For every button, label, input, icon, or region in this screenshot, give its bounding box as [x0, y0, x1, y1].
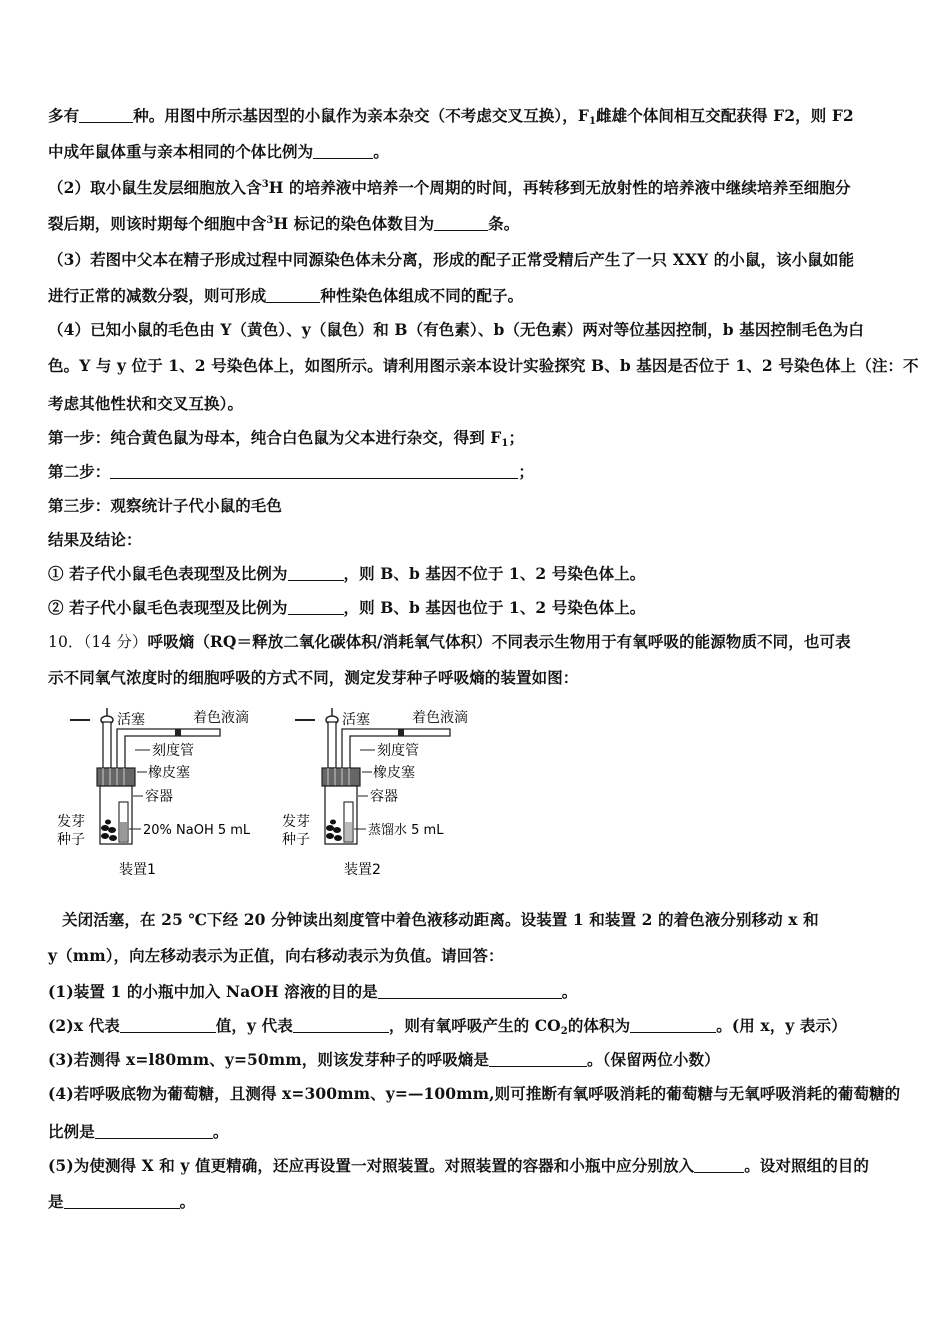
q9-part4-line-2: 色。Y 与 y 位于 1、2 号染色体上，如图所示。请利用图示亲本设计实验探究 B、b 基因是否位于 1、2 号染色体上（注：不	[48, 356, 919, 375]
q10-sub1: (1)装置 1 的小瓶中加入 NaOH 溶液的目的是 。	[48, 982, 578, 1001]
label-seeds: 发芽	[57, 814, 85, 830]
q10-line-1: 10．（14 分）呼吸熵（RQ＝释放二氧化碳体积/消耗氧气体积）不同表示生物用于有氧呼吸的能源物质不同，也可表	[48, 632, 851, 651]
apparatus-device-2	[282, 708, 468, 878]
q10-sub4-line-1: (4)若呼吸底物为葡萄糖，且测得 x=300mm、y=—100mm,则可推断有氧呼吸消耗的葡萄糖与无氧呼吸消耗的葡萄糖的	[48, 1084, 901, 1103]
label-stopper: 橡皮塞	[148, 765, 190, 781]
q10-sub3: (3)若测得 x=l80mm、y=50mm，则该发芽种子的呼吸熵是 。（保留两位小数）	[48, 1050, 720, 1069]
q10-line-2: 示不同氧气浓度时的细胞呼吸的方式不同，测定发芽种子呼吸熵的装置如图：	[48, 668, 579, 687]
label-stopcock: 活塞	[117, 712, 145, 728]
label-tube: 刻度管	[152, 743, 194, 759]
label-droplet: 着色液滴	[412, 710, 468, 726]
q10-sub2: (2)x 代表 值，y 代表 ，则有氧呼吸产生的 $CO_2$的体积为 。(用 x，y 表示）	[48, 1016, 847, 1037]
q9-line-2: 中成年鼠体重与亲本相同的个体比例为 。	[48, 142, 389, 161]
q9-part3-line-1: （3）若图中父本在精子形成过程中同源染色体未分离，形成的配子正常受精后产生了一只 XXY 的小鼠，该小鼠如能	[48, 250, 855, 269]
caption-device-2: 装置2	[344, 862, 381, 878]
label-stopper: 橡皮塞	[373, 765, 415, 781]
q10-sub4-line-2: 比例是 。	[48, 1122, 229, 1141]
answer-blank[interactable]	[293, 1018, 389, 1033]
result-one: ① 若子代小鼠毛色表现型及比例为 ，则 B、b 基因不位于 1、2 号染色体上。	[48, 564, 646, 583]
label-seeds: 种子	[282, 832, 310, 848]
answer-blank[interactable]	[95, 1124, 213, 1139]
answer-blank[interactable]	[288, 600, 344, 615]
label-tube: 刻度管	[377, 743, 419, 759]
answer-blank[interactable]	[266, 288, 320, 303]
q10-sub5-line-1: (5)为使测得 X 和 y 值更精确，还应再设置一对照装置。对照装置的容器和小瓶中应分别放入 。设对照组的目的	[48, 1156, 869, 1175]
answer-blank[interactable]	[79, 108, 133, 123]
q10-sub5-line-2: 是 。	[48, 1192, 196, 1211]
q10-setup-line-1: 关闭活塞，在 25 ℃下经 20 分钟读出刻度管中着色液移动距离。设装置 1 和装置 2 的着色液分别移动 x 和	[62, 910, 819, 929]
answer-blank[interactable]	[630, 1018, 716, 1033]
answer-blank[interactable]	[288, 566, 344, 581]
q9-line-1: 多有 种。用图中所示基因型的小鼠作为亲本杂交（不考虑交叉互换），$F_1$雌雄个体间相互交配获得 F2，则 F2	[48, 106, 854, 127]
label-solution: 20% NaOH 5 mL	[143, 823, 251, 838]
label-solution: 蒸馏水 5 mL	[368, 823, 444, 838]
label-stopcock: 活塞	[342, 712, 370, 728]
answer-blank[interactable]	[110, 464, 518, 479]
label-container: 容器	[145, 789, 173, 805]
q9-part2-line-1: （2）取小鼠生发层细胞放入含$^3$H 的培养液中培养一个周期的时间，再转移到无放射性的培养液中继续培养至细胞分	[48, 178, 851, 197]
q9-part2-line-2: 裂后期，则该时期每个细胞中含$^3$H 标记的染色体数目为 条。	[48, 214, 520, 233]
q10-setup-line-2: y（mm），向左移动表示为正值，向右移动表示为负值。请回答：	[48, 946, 504, 965]
label-droplet: 着色液滴	[193, 710, 249, 726]
q9-part3-line-2: 进行正常的减数分裂，则可形成 种性染色体组成不同的配子。	[48, 286, 524, 305]
label-container: 容器	[370, 789, 398, 805]
answer-blank[interactable]	[313, 144, 373, 159]
q9-part4-line-1: （4）已知小鼠的毛色由 Y（黄色）、y（鼠色）和 B（有色素）、b（无色素）两对等位基因控制，b 基因控制毛色为白	[48, 320, 865, 339]
caption-device-1: 装置1	[119, 862, 156, 878]
label-seeds: 种子	[57, 832, 85, 848]
result-two: ② 若子代小鼠毛色表现型及比例为 ，则 B、b 基因也位于 1、2 号染色体上。	[48, 598, 646, 617]
label-seeds: 发芽	[282, 814, 310, 830]
step-three: 第三步：观察统计子代小鼠的毛色	[48, 496, 283, 515]
answer-blank[interactable]	[489, 1052, 587, 1067]
answer-blank[interactable]	[120, 1018, 216, 1033]
results-heading: 结果及结论：	[48, 530, 142, 549]
colored-droplet	[398, 729, 404, 736]
answer-blank[interactable]	[694, 1158, 744, 1173]
step-one: 第一步：纯合黄色鼠为母本，纯合白色鼠为父本进行杂交，得到 $F_1$；	[48, 428, 525, 449]
step-two: 第二步： ；	[48, 462, 535, 481]
q9-part4-line-3: 考虑其他性状和交叉互换）。	[48, 394, 244, 413]
respiration-apparatus-figure	[55, 702, 485, 882]
answer-blank[interactable]	[434, 216, 488, 231]
apparatus-device-1	[57, 708, 251, 878]
colored-droplet	[175, 729, 181, 736]
answer-blank[interactable]	[378, 984, 562, 999]
answer-blank[interactable]	[64, 1194, 180, 1209]
